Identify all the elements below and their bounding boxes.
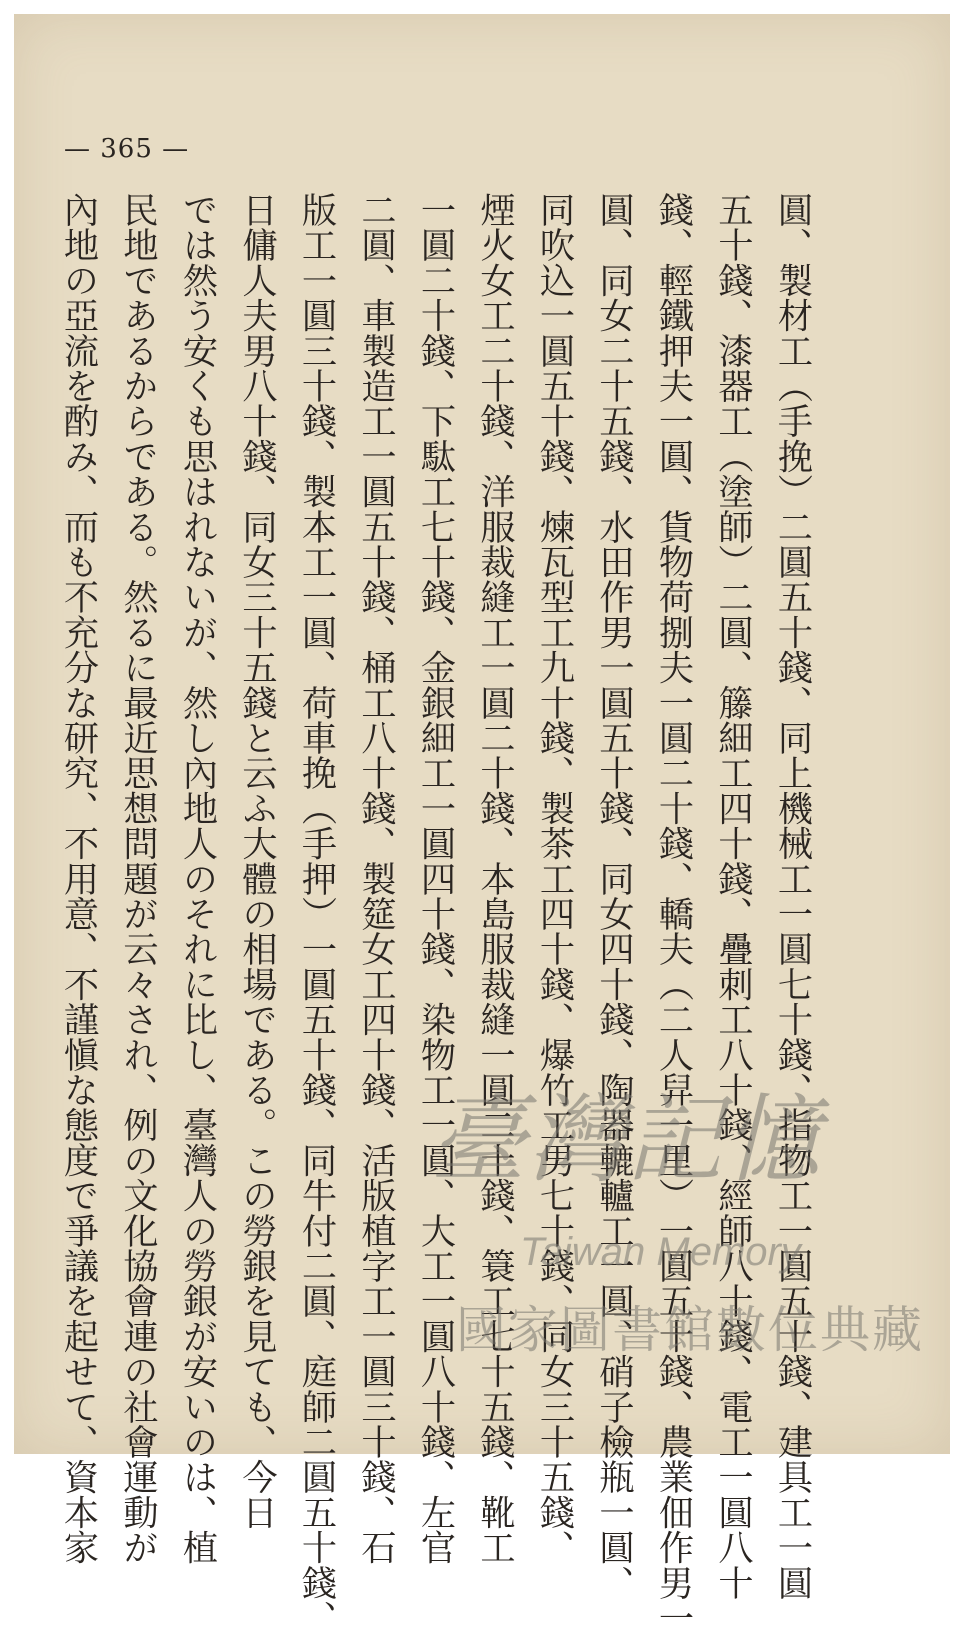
- text-column: 同吹込一圓五十錢、煉瓦型工九十錢、製茶工四十錢、爆竹工男七十錢、同女三十五錢、: [534, 192, 575, 1565]
- watermark-org: 國家圖書館數位典藏: [456, 1302, 924, 1358]
- text-column: 圓、同女二十五錢、水田作男一圓五十錢、同女四十錢、陶器轆轤工一圓、硝子檢瓶一圓、: [593, 192, 635, 1600]
- text-column: 版工一圓三十錢、製本工一圓、荷車挽（手押）一圓五十錢、同牛付二圓、庭師二圓五十錢、: [296, 192, 337, 1635]
- text-column: 煙火女工二十錢、洋服裁縫工一圓二十錢、本島服裁縫一圓二十錢、簑工七十五錢、靴工: [474, 192, 516, 1565]
- text-column: 日傭人夫男八十錢、同女三十五錢と云ふ大體の相場である。この勞銀を見ても、今日: [236, 192, 278, 1530]
- watermark-subtitle: Taiwan Memory: [520, 1230, 801, 1274]
- text-column: 二圓、車製造工一圓五十錢、桶工八十錢、製筵女工四十錢、活版植字工一圓三十錢、石: [355, 192, 397, 1565]
- text-column: では然う安くも思はれないが、然し內地人のそれに比し、臺灣人の勞銀が安いのは、植: [177, 192, 218, 1565]
- text-column: 五十錢、漆器工（塗師）二圓、籐細工四十錢、疊刺工八十錢、經師八十錢、電工一圓八十: [712, 192, 754, 1600]
- text-column: 一圓二十錢、下駄工七十錢、金銀細工一圓四十錢、染物工一圓、大工一圓八十錢、左官: [415, 192, 456, 1565]
- text-column: 錢、輕鐵押夫一圓、貨物荷捌夫一圓二十錢、轎夫（二人舁一里）一圓五十錢、農業佃作男一: [653, 192, 694, 1635]
- text-column: 民地であるからである。然るに最近思想問題が云々され、例の文化協會連の社會運動が: [117, 192, 159, 1565]
- page-number: — 365 —: [64, 134, 190, 164]
- text-column: 圓、製材工（手挽）二圓五十錢、同上機械工一圓七十錢、指物工一圓五十錢、建具工一圓: [772, 192, 813, 1600]
- text-column: 內地の亞流を酌み、而も不充分な研究、不用意、不謹愼な態度で爭議を起せて、資本家: [58, 192, 99, 1565]
- library-watermark: [420, 1080, 924, 1380]
- watermark-title: 臺灣記憶: [430, 1084, 822, 1196]
